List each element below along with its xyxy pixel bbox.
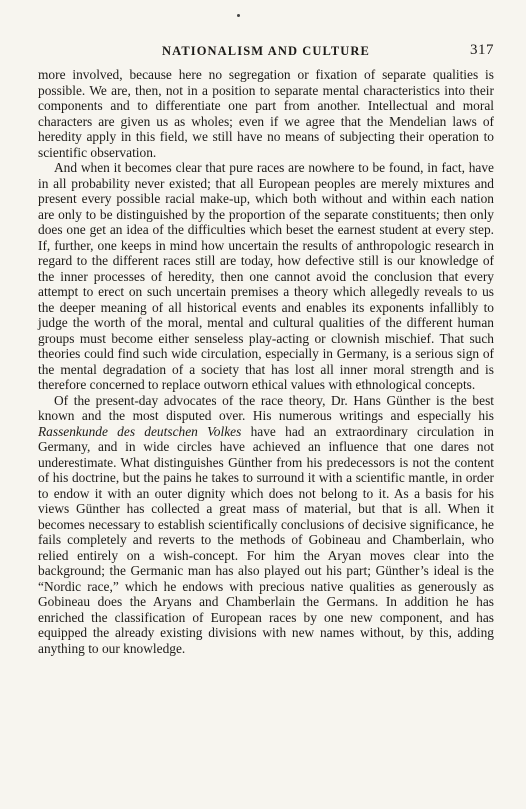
body-text — [38, 67, 494, 656]
page-header — [38, 44, 494, 64]
paragraph-2: And when it becomes clear that pure races are nowhere to be found, in fact, have in all probability never existed; that all European peoples are merely mixtures and present every possible racial make-up, which both without and within each nation are only to be distinguished by the proportion of the separate constituents; then only does one get an idea of the difficulties which beset the earnest student at every step. If, further, one keeps in mind how uncertain the results of anthropologic research in regard to the different races still are today, how defective still is our knowledge of the inner processes of heredity, then one cannot avoid the conclusion that every attempt to erect on such uncertain premises a theory which allegedly reveals to us the deeper meaning of all historical events and enables its exponents infallibly to judge the worth of the moral, mental and cultural qualities of the different human groups must become either senseless play-acting or clownish mischief. That such theories could find such wide circulation, especially in Germany, is a serious sign of the mental degradation of a society that has lost all inner moral strength and is therefore concerned to replace outworn ethical values with ethnological concepts. — [38, 160, 494, 392]
book-title-italic: Rassenkunde des deutschen Volkes — [38, 423, 242, 439]
running-head: NATIONALISM AND CULTURE — [162, 44, 370, 58]
printer-dot-mark — [237, 14, 240, 17]
page-number: 317 — [470, 42, 494, 58]
paragraph-3 — [38, 393, 494, 657]
paragraph-3-text-before: Of the present-day advocates of the race theory, Dr. Hans Günther is the best known and the most disputed over. His numerous writings and especially his — [38, 392, 494, 423]
paragraph-1: more involved, because here no segregation or fixation of separate qualities is possible. We are, then, not in a position to separate mental characteristics into their components and to differentiate one part from another. Intellectual and moral characters are given us as wholes; even if we agree that the Mendelian laws of heredity apply in this field, we still have no means of subjecting their operation to scientific observation. — [38, 67, 494, 160]
paragraph-3-text-after: have had an extraordinary circulation in Germany, and in wide circles have achieved an influence that one dares not underestimate. What distinguishes Günther from his predecessors is not the content of his doctrine, but the pains he takes to surround it with a scientific mantle, in order to endow it with an outer dignity which does not belong to it. As a basis for his views Günther has collected a great mass of material, but that is all. When it becomes necessary to establish scientifically conclusions of decisive significance, he fails completely and reverts to the methods of Gobineau and Chamberlain, who relied entirely on a wish-concept. For him the Aryan moves clear into the background; the Germanic man has also played out his part; Günther’s ideal is the “Nordic race,” which he endows with precious native qualities as generously as Gobineau does the Aryans and Chamberlain the Germans. In addition he has enriched the classification of European races by one new component, and has equipped the already existing divisions with new names without, by this, adding anything to our knowledge. — [38, 423, 494, 656]
